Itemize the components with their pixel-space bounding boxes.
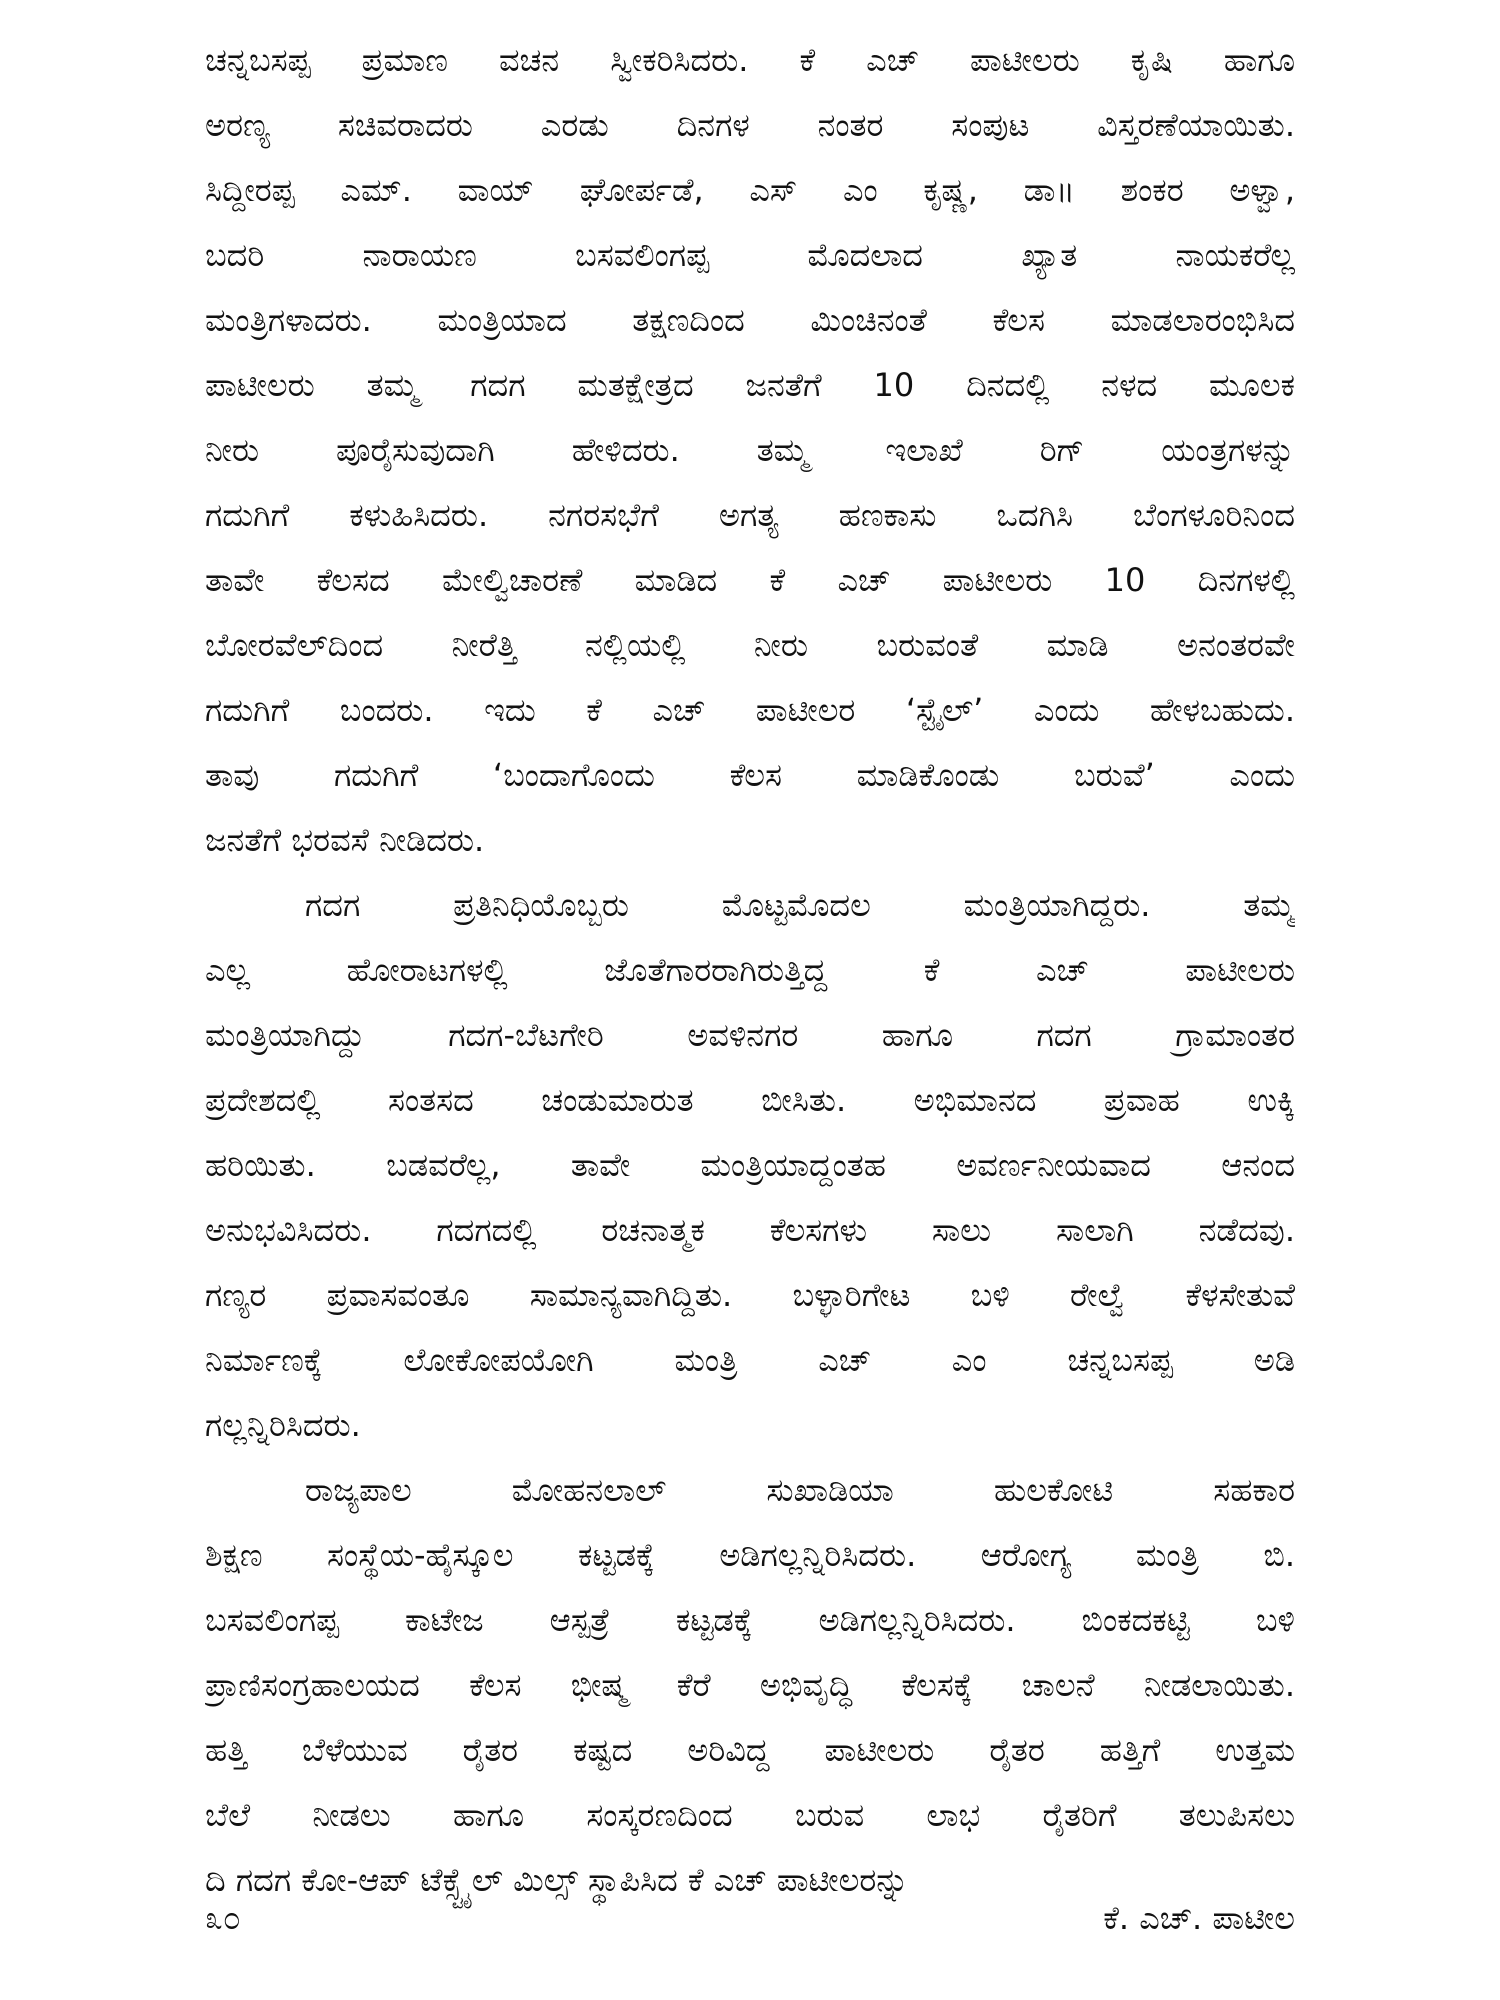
text-line: ಅರಣ್ಯ ಸಚಿವರಾದರು ಎರಡು ದಿನಗಳ ನಂತರ ಸಂಪುಟ ವಿಸ್ತರಣೆಯಾಯಿತು. xyxy=(205,106,1295,144)
text-line: ಪಾಟೀಲರು ತಮ್ಮ ಗದಗ ಮತಕ್ಷೇತ್ರದ ಜನತೆಗೆ 10 ದಿನದಲ್ಲಿ ನಳದ ಮೂಲಕ xyxy=(205,366,1295,404)
text-line: ಬೆಲೆ ನೀಡಲು ಹಾಗೂ ಸಂಸ್ಕರಣದಿಂದ ಬರುವ ಲಾಭ ರೈತರಿಗೆ ತಲುಪಿಸಲು xyxy=(205,1796,1295,1834)
text-line: ಬದರಿ ನಾರಾಯಣ ಬಸವಲಿಂಗಪ್ಪ ಮೊದಲಾದ ಖ್ಯಾತ ನಾಯಕರೆಲ್ಲ xyxy=(205,236,1295,274)
page-number: ೩೦ xyxy=(205,1899,241,1937)
body-text xyxy=(205,28,1295,1913)
text-line: ನೀರು ಪೂರೈಸುವುದಾಗಿ ಹೇಳಿದರು. ತಮ್ಮ ಇಲಾಖೆ ರಿಗ್ ಯಂತ್ರಗಳನ್ನು xyxy=(205,431,1295,469)
text-line: ಸಿದ್ದೀರಪ್ಪ ಎಮ್. ವಾಯ್ ಘೋರ್ಪಡೆ, ಎಸ್ ಎಂ ಕೃಷ್ಣ, ಡಾ॥ ಶಂಕರ ಅಳ್ವಾ, xyxy=(205,171,1295,209)
paragraph xyxy=(205,1458,1295,1913)
text-line: ಮಂತ್ರಿಯಾಗಿದ್ದು ಗದಗ-ಬೆಟಗೇರಿ ಅವಳಿನಗರ ಹಾಗೂ ಗದಗ ಗ್ರಾಮಾಂತರ xyxy=(205,1016,1295,1054)
text-line: ಅನುಭವಿಸಿದರು. ಗದಗದಲ್ಲಿ ರಚನಾತ್ಮಕ ಕೆಲಸಗಳು ಸಾಲು ಸಾಲಾಗಿ ನಡೆದವು. xyxy=(205,1211,1295,1249)
page-footer xyxy=(205,1888,1295,1948)
text-line: ತಾವೇ ಕೆಲಸದ ಮೇಲ್ವಿಚಾರಣೆ ಮಾಡಿದ ಕೆ ಎಚ್ ಪಾಟೀಲರು 10 ದಿನಗಳಲ್ಲಿ xyxy=(205,561,1295,599)
text-line: ಚನ್ನಬಸಪ್ಪ ಪ್ರಮಾಣ ವಚನ ಸ್ವೀಕರಿಸಿದರು. ಕೆ ಎಚ್ ಪಾಟೀಲರು ಕೃಷಿ ಹಾಗೂ xyxy=(205,41,1295,79)
text-line: ನಿರ್ಮಾಣಕ್ಕೆ ಲೋಕೋಪಯೋಗಿ ಮಂತ್ರಿ ಎಚ್ ಎಂ ಚನ್ನಬಸಪ್ಪ ಅಡಿ xyxy=(205,1341,1295,1379)
text-line: ಹತ್ತಿ ಬೆಳೆಯುವ ರೈತರ ಕಷ್ಟದ ಅರಿವಿದ್ದ ಪಾಟೀಲರು ರೈತರ ಹತ್ತಿಗೆ ಉತ್ತಮ xyxy=(205,1731,1295,1769)
text-line: ಶಿಕ್ಷಣ ಸಂಸ್ಥೆಯ-ಹೈಸ್ಕೂಲ ಕಟ್ಟಡಕ್ಕೆ ಅಡಿಗಲ್ಲನ್ನಿರಿಸಿದರು. ಆರೋಗ್ಯ ಮಂತ್ರಿ ಬಿ. xyxy=(205,1536,1295,1574)
text-line: ಬೋರವೆಲ್‌ದಿಂದ ನೀರೆತ್ತಿ ನಲ್ಲಿಯಲ್ಲಿ ನೀರು ಬರುವಂತೆ ಮಾಡಿ ಅನಂತರವೇ xyxy=(205,626,1295,664)
text-line: ಜನತೆಗೆ ಭರವಸೆ ನೀಡಿದರು. xyxy=(205,821,485,859)
text-line: ಪ್ರಾಣಿಸಂಗ್ರಹಾಲಯದ ಕೆಲಸ ಭೀಷ್ಮ ಕೆರೆ ಅಭಿವೃದ್ಧಿ ಕೆಲಸಕ್ಕೆ ಚಾಲನೆ ನೀಡಲಾಯಿತು. xyxy=(205,1666,1295,1704)
text-line: ತಾವು ಗದುಗಿಗೆ ‘ಬಂದಾಗೊಂದು ಕೆಲಸ ಮಾಡಿಕೊಂಡು ಬರುವೆ’ ಎಂದು xyxy=(205,756,1295,794)
text-line: ಗಣ್ಯರ ಪ್ರವಾಸವಂತೂ ಸಾಮಾನ್ಯವಾಗಿದ್ದಿತು. ಬಳ್ಳಾರಿಗೇಟ ಬಳಿ ರೇಲ್ವೆ ಕೆಳಸೇತುವೆ xyxy=(205,1276,1295,1314)
paragraph xyxy=(205,28,1295,873)
text-line: ಬಸವಲಿಂಗಪ್ಪ ಕಾಟೇಜ ಆಸ್ಪತ್ರೆ ಕಟ್ಟಡಕ್ಕೆ ಅಡಿಗಲ್ಲನ್ನಿರಿಸಿದರು. ಬಿಂಕದಕಟ್ಟಿ ಬಳಿ xyxy=(205,1601,1295,1639)
text-line: ದಿ ಗದಗ ಕೋ-ಆಪ್ ಟೆಕ್ಸ್ಟೈಲ್ ಮಿಲ್ಸ್ ಸ್ಥಾಪಿಸಿದ ಕೆ ಎಚ್ ಪಾಟೀಲರನ್ನು xyxy=(205,1861,909,1899)
text-line: ರಾಜ್ಯಪಾಲ ಮೋಹನಲಾಲ್ ಸುಖಾಡಿಯಾ ಹುಲಕೋಟಿ ಸಹಕಾರ xyxy=(305,1471,1295,1509)
text-line: ಹರಿಯಿತು. ಬಡವರೆಲ್ಲ, ತಾವೇ ಮಂತ್ರಿಯಾದ್ದಂತಹ ಅವರ್ಣನೀಯವಾದ ಆನಂದ xyxy=(205,1146,1295,1184)
text-line: ಪ್ರದೇಶದಲ್ಲಿ ಸಂತಸದ ಚಂಡುಮಾರುತ ಬೀಸಿತು. ಅಭಿಮಾನದ ಪ್ರವಾಹ ಉಕ್ಕಿ xyxy=(205,1081,1295,1119)
text-line: ಮಂತ್ರಿಗಳಾದರು. ಮಂತ್ರಿಯಾದ ತಕ್ಷಣದಿಂದ ಮಿಂಚಿನಂತೆ ಕೆಲಸ ಮಾಡಲಾರಂಭಿಸಿದ xyxy=(205,301,1295,339)
text-line: ಗದಗ ಪ್ರತಿನಿಧಿಯೊಬ್ಬರು ಮೊಟ್ಟಮೊದಲ ಮಂತ್ರಿಯಾಗಿದ್ದರು. ತಮ್ಮ xyxy=(305,886,1295,924)
paragraph xyxy=(205,873,1295,1458)
text-line: ಎಲ್ಲ ಹೋರಾಟಗಳಲ್ಲಿ ಜೊತೆಗಾರರಾಗಿರುತ್ತಿದ್ದ ಕೆ ಎಚ್ ಪಾಟೀಲರು xyxy=(205,951,1295,989)
running-title: ಕೆ. ಎಚ್. ಪಾಟೀಲ xyxy=(1103,1899,1295,1937)
text-line: ಗದುಗಿಗೆ ಕಳುಹಿಸಿದರು. ನಗರಸಭೆಗೆ ಅಗತ್ಯ ಹಣಕಾಸು ಒದಗಿಸಿ ಬೆಂಗಳೂರಿನಿಂದ xyxy=(205,496,1295,534)
text-line: ಗಲ್ಲನ್ನಿರಿಸಿದರು. xyxy=(205,1406,361,1444)
text-line: ಗದುಗಿಗೆ ಬಂದರು. ಇದು ಕೆ ಎಚ್ ಪಾಟೀಲರ ‘ಸ್ಟೈಲ್’ ಎಂದು ಹೇಳಬಹುದು. xyxy=(205,691,1295,729)
